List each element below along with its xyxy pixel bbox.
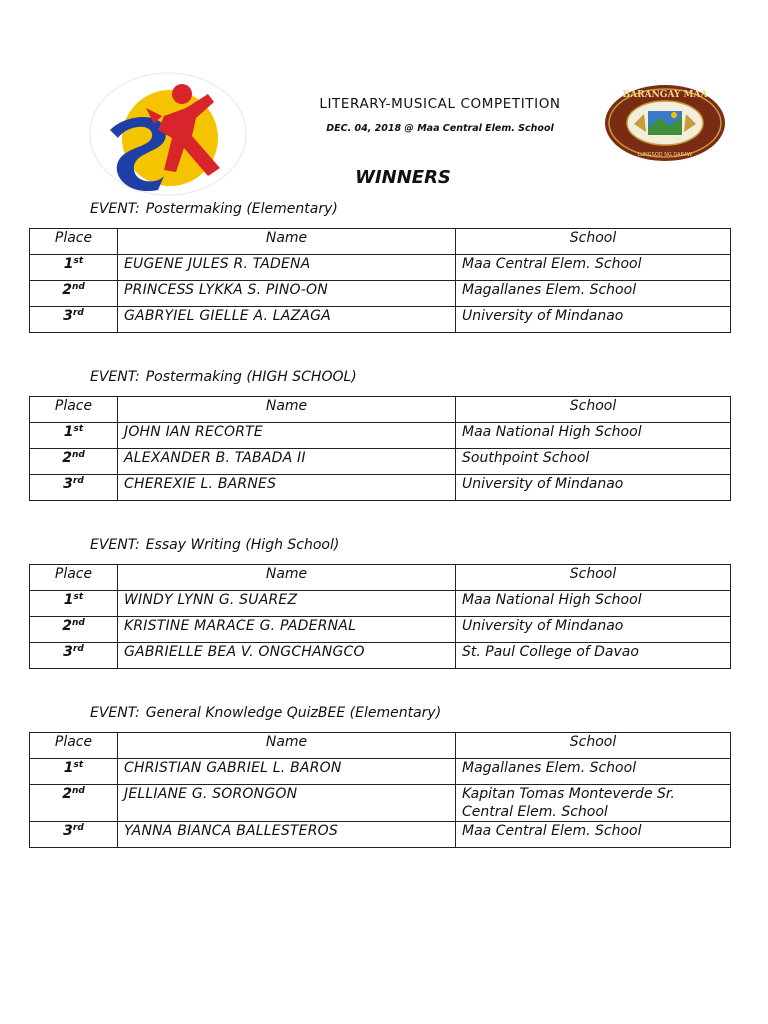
name-cell: GABRIELLE BEA V. ONGCHANGCO — [118, 643, 456, 669]
name-cell: ALEXANDER B. TABADA II — [118, 449, 456, 475]
table-header-row — [30, 733, 731, 759]
event-name: Essay Writing (High School) — [145, 537, 340, 553]
school-cell: Magallanes Elem. School — [456, 281, 731, 307]
results-table — [29, 732, 731, 848]
school-cell: Maa National High School — [456, 423, 731, 449]
header-school: School — [456, 397, 731, 423]
header-school: School — [456, 733, 731, 759]
table-row — [30, 449, 731, 475]
place-cell: 2nd — [30, 449, 118, 475]
header-name: Name — [118, 397, 456, 423]
header-place: Place — [30, 733, 118, 759]
event-title — [90, 369, 690, 385]
event-label: EVENT: — [90, 705, 140, 721]
name-cell: CHRISTIAN GABRIEL L. BARON — [118, 759, 456, 785]
table-row — [30, 307, 731, 333]
name-cell: KRISTINE MARACE G. PADERNAL — [118, 617, 456, 643]
seal-bottom-text: LUNGSOD NG DABAW — [637, 152, 693, 158]
place-cell: 2nd — [30, 785, 118, 822]
results-table — [29, 396, 731, 501]
name-cell: CHEREXIE L. BARNES — [118, 475, 456, 501]
header-name: Name — [118, 733, 456, 759]
header-school: School — [456, 565, 731, 591]
winners-heading: WINNERS — [355, 167, 451, 188]
table-header-row — [30, 565, 731, 591]
place-cell: 3rd — [30, 822, 118, 848]
place-cell: 1st — [30, 255, 118, 281]
school-cell: Maa National High School — [456, 591, 731, 617]
name-cell: EUGENE JULES R. TADENA — [118, 255, 456, 281]
table-header-row — [30, 229, 731, 255]
results-table — [29, 228, 731, 333]
name-cell: WINDY LYNN G. SUAREZ — [118, 591, 456, 617]
event-name: Postermaking (Elementary) — [145, 201, 338, 217]
school-cell: Southpoint School — [456, 449, 731, 475]
name-cell: GABRYIEL GIELLE A. LAZAGA — [118, 307, 456, 333]
place-cell: 1st — [30, 759, 118, 785]
event-label: EVENT: — [90, 537, 140, 553]
page-title: LITERARY-MUSICAL COMPETITION — [319, 96, 561, 112]
name-cell: YANNA BIANCA BALLESTEROS — [118, 822, 456, 848]
table-row — [30, 759, 731, 785]
school-cell: Maa Central Elem. School — [456, 255, 731, 281]
place-cell: 1st — [30, 423, 118, 449]
sk-logo — [88, 72, 248, 196]
header-school: School — [456, 229, 731, 255]
event-title — [90, 201, 690, 217]
table-row — [30, 822, 731, 848]
school-cell: Kapitan Tomas Monteverde Sr. Central Elem. School — [456, 785, 731, 822]
name-cell: JELLIANE G. SORONGON — [118, 785, 456, 822]
event-label: EVENT: — [90, 201, 140, 217]
header-place: Place — [30, 565, 118, 591]
table-row — [30, 255, 731, 281]
place-cell: 2nd — [30, 617, 118, 643]
table-row — [30, 475, 731, 501]
place-cell: 3rd — [30, 307, 118, 333]
table-row — [30, 591, 731, 617]
table-row — [30, 423, 731, 449]
table-row — [30, 281, 731, 307]
school-cell: University of Mindanao — [456, 617, 731, 643]
seal-top-text: BARANGAY MAA — [622, 90, 708, 100]
place-cell: 3rd — [30, 643, 118, 669]
place-cell: 2nd — [30, 281, 118, 307]
event-title — [90, 705, 690, 721]
table-row — [30, 617, 731, 643]
name-cell: PRINCESS LYKKA S. PINO-ON — [118, 281, 456, 307]
header-name: Name — [118, 565, 456, 591]
header-place: Place — [30, 397, 118, 423]
event-name: General Knowledge QuizBEE (Elementary) — [145, 705, 442, 721]
place-cell: 1st — [30, 591, 118, 617]
event-title — [90, 537, 690, 553]
place-cell: 3rd — [30, 475, 118, 501]
school-cell: St. Paul College of Davao — [456, 643, 731, 669]
table-row — [30, 785, 731, 822]
page-subtitle: DEC. 04, 2018 @ Maa Central Elem. School — [326, 123, 554, 134]
school-cell: Magallanes Elem. School — [456, 759, 731, 785]
school-cell: University of Mindanao — [456, 307, 731, 333]
school-cell: Maa Central Elem. School — [456, 822, 731, 848]
table-row — [30, 643, 731, 669]
name-cell: JOHN IAN RECORTE — [118, 423, 456, 449]
header-name: Name — [118, 229, 456, 255]
header-place: Place — [30, 229, 118, 255]
table-header-row — [30, 397, 731, 423]
results-table — [29, 564, 731, 669]
event-name: Postermaking (HIGH SCHOOL) — [145, 369, 357, 385]
school-cell: University of Mindanao — [456, 475, 731, 501]
event-label: EVENT: — [90, 369, 140, 385]
